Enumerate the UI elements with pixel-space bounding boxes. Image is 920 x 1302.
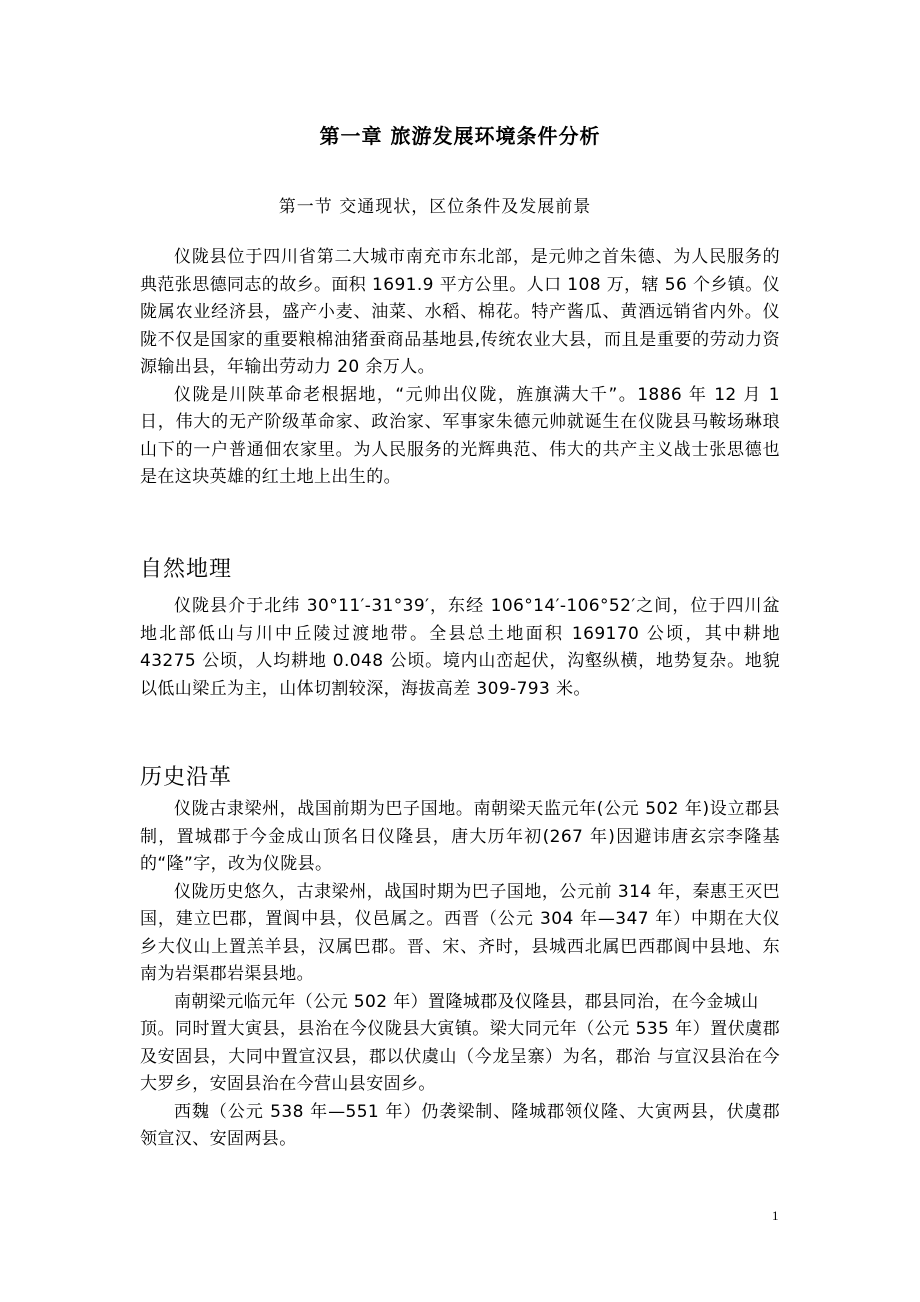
- history-heading: 历史沿革: [140, 765, 233, 790]
- intro-section: [140, 244, 780, 492]
- nature-section: [140, 593, 780, 703]
- history-paragraph-3a: 南朝梁元临元年（公元 502 年）置隆城郡及仪隆县，郡县同治，在今金城山: [174, 991, 759, 1012]
- history-paragraph-3b: 顶。同时置大寅县，县治在今仪陇县大寅镇。梁大同元年（公元 535 年）置伏虞郡及安固县，大同中置宣汉县，郡以伏虞山（今龙呈寨）为名，郡治 与宣汉县治在今大罗乡，安固县治在今营山县安固乡。: [140, 1019, 780, 1094]
- history-paragraph-1: 仪陇古隶梁州，战国前期为巴子国地。南朝梁天监元年(公元 502 年)设立郡县制，置城郡于今金成山顶名日仪隆县，唐大历年初(267 年)因避讳唐玄宗李隆基的“隆”字，改为仪陇县。: [140, 799, 780, 874]
- intro-paragraph-2: 仪陇是川陕革命老根据地，“元帅出仪陇，旌旗满大千”。1886 年 12 月 1 日，伟大的无产阶级革命家、政治家、军事家朱德元帅就诞生在仪陇县马鞍场琳琅山下的一户普通佃农家里。为人民服务的光辉典范、伟大的共产主义战士张思德也是在这块英雄的红土地上出生的。: [140, 384, 780, 487]
- history-paragraph-2: 仪陇历史悠久，古隶梁州，战国时期为巴子国地，公元前 314 年，秦惠王灭巴国，建立巴郡，置阆中县，仪邑属之。西晋（公元 304 年—347 年）中期在大仪乡大仪山上置羔羊县，汉属巴郡。晋、宋、齐时，县城西北属巴西郡阆中县地、东南为岩渠郡岩渠县地。: [140, 881, 780, 984]
- chapter-title: 第一章 旅游发展环境条件分析: [319, 124, 601, 148]
- section-title: 第一节 交通现状，区位条件及发展前景: [278, 197, 592, 217]
- nature-heading: 自然地理: [140, 557, 233, 582]
- nature-paragraph-1: 仪陇县介于北纬 30°11′-31°39′，东经 106°14′-106°52′之间，位于四川盆地北部低山与川中丘陵过渡地带。全县总土地面积 169170 公顷，其中耕地 43275 公顷，人均耕地 0.048 公顷。境内山峦起伏，沟壑纵横，地势复杂。地貌以低山梁丘为主，山体切割较深，海拔高差 309-793 米。: [140, 596, 780, 699]
- history-section: [140, 796, 780, 1154]
- history-paragraph-4: 西魏（公元 538 年—551 年）仍袭梁制、隆城郡领仪隆、大寅两县，伏虞郡领宣汉、安固两县。: [140, 1101, 780, 1149]
- page-number: 1: [772, 1208, 779, 1223]
- intro-paragraph-1: 仪陇县位于四川省第二大城市南充市东北部，是元帅之首朱德、为人民服务的典范张思德同志的故乡。面积 1691.9 平方公里。人口 108 万，辖 56 个乡镇。仪陇属农业经济县，盛产小麦、油菜、水稻、棉花。特产酱瓜、黄酒远销省内外。仪陇不仅是国家的重要粮棉油猪蚕商品基地县,传统农业大县，而且是重要的劳动力资源输出县，年输出劳动力 20 余万人。: [140, 247, 780, 377]
